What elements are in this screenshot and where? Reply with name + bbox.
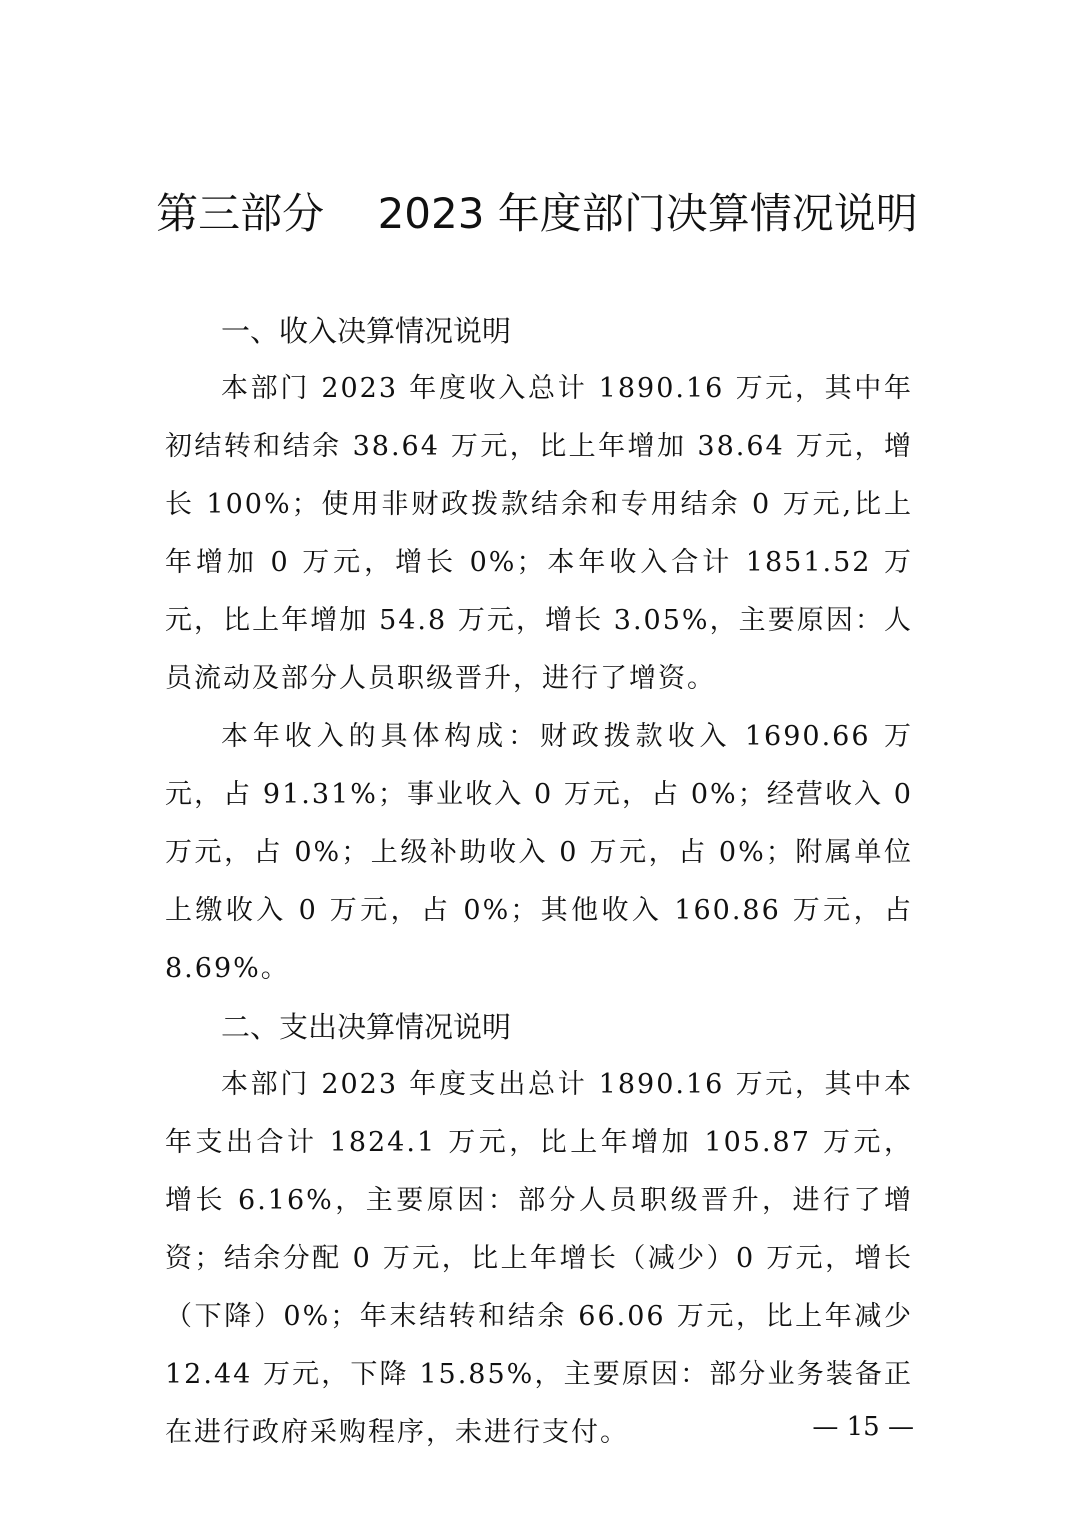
expenditure-total-paragraph: 本部门 2023 年度支出总计 1890.16 万元，其中本年支出合计 1824.1 万元，比上年增加 105.87 万元，增长 6.16%，主要原因：部分人员职级晋升，进行了增资；结余分配 0 万元，比上年增长（减少）0 万元，增长（下降）0%；年末结转和结余 66.06 万元，比上年减少 12.44 万元，下降 15.85%，主要原因：部分业务装备正在进行政府采购程序，未进行支付。 bbox=[165, 1069, 913, 1448]
income-total-paragraph: 本部门 2023 年度收入总计 1890.16 万元，其中年初结转和结余 38.64 万元，比上年增加 38.64 万元，增长 100%；使用非财政拨款结余和专用结余 0 万元,比上年增加 0 万元，增长 0%；本年收入合计 1851.52 万元，比上年增加 54.8 万元，增长 3.05%，主要原因：人员流动及部分人员职级晋升，进行了增资。 bbox=[165, 373, 913, 694]
income-composition-paragraph: 本年收入的具体构成：财政拨款收入 1690.66 万元，占 91.31%；事业收入 0 万元，占 0%；经营收入 0 万元，占 0%；上级补助收入 0 万元，占 0%；附属单位上缴收入 0 万元，占 0%；其他收入 160.86 万元，占 8.69%。 bbox=[165, 721, 913, 984]
page-number: — 15 — bbox=[812, 1412, 914, 1442]
income-section-heading: 一、收入决算情况说明 bbox=[221, 314, 512, 348]
expenditure-section-heading: 二、支出决算情况说明 bbox=[221, 1010, 512, 1044]
income-section bbox=[165, 302, 913, 998]
page-title: 第三部分 2023 年度部门决算情况说明 bbox=[156, 189, 918, 238]
document-body bbox=[165, 302, 913, 1462]
expenditure-section bbox=[165, 998, 913, 1462]
